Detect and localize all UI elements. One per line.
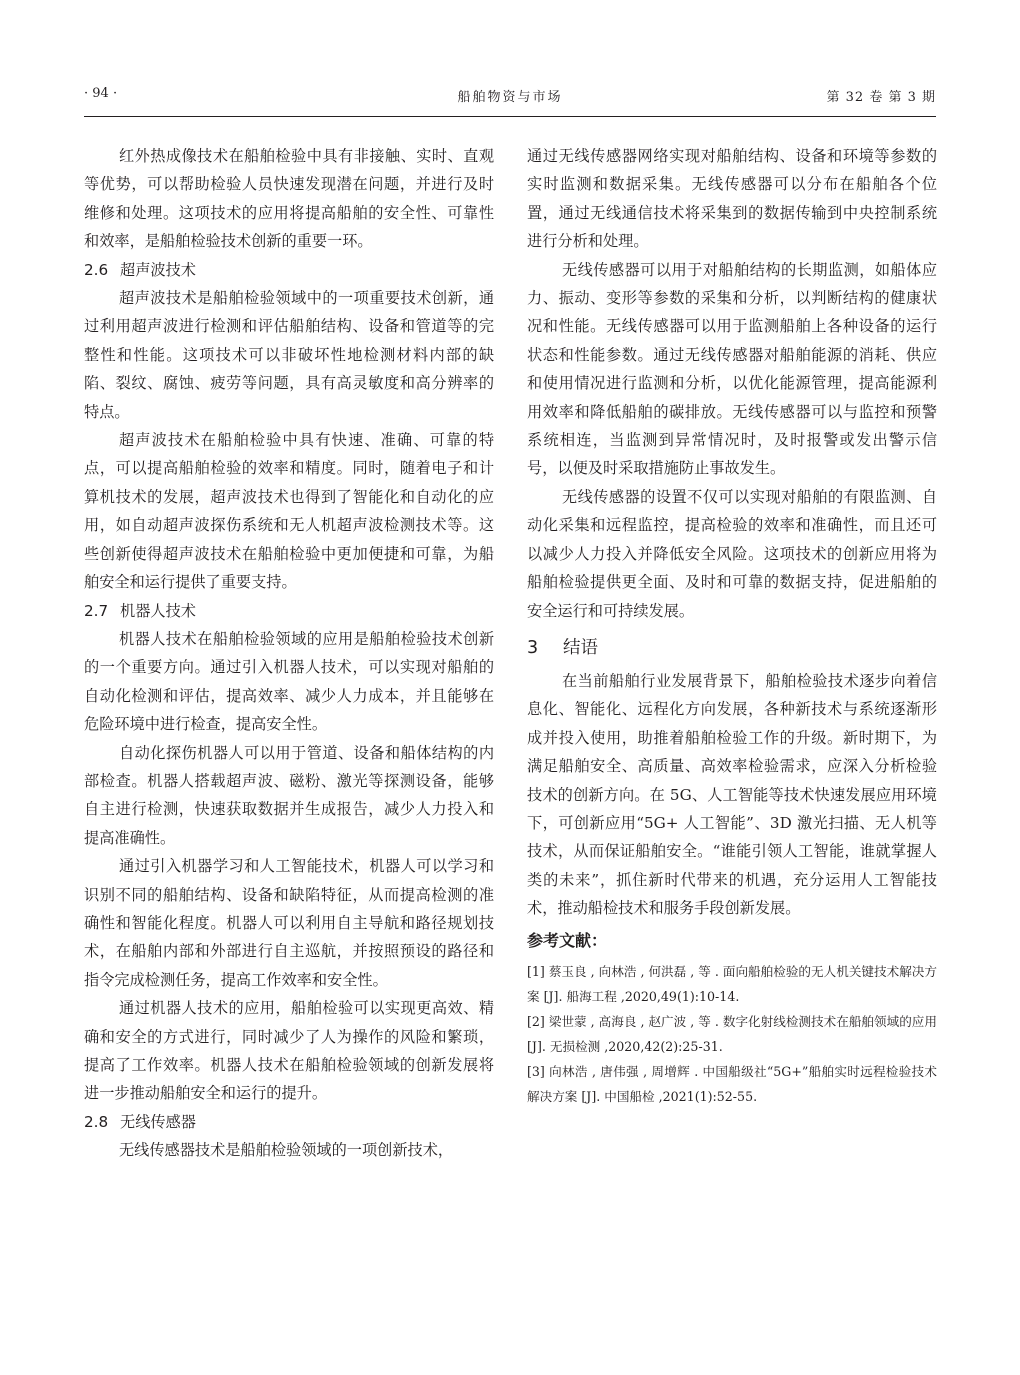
section-title: 结语 bbox=[563, 637, 598, 658]
journal-name: 船舶物资与市场 bbox=[457, 90, 563, 105]
section-title: 无线传感器 bbox=[120, 1112, 196, 1131]
paragraph-robot-summary: 通过机器人技术的应用，船舶检验可以实现更高效、精确和安全的方式进行，同时减少了人为操作的风险和繁琐，提高了工作效率。机器人技术在船舶检验领域的创新发展将进一步推动船舶安全和运行的提升。 bbox=[84, 999, 494, 1103]
paragraph-conclusion: 在当前船舶行业发展背景下，船舶检验技术逐步向着信息化、智能化、远程化方向发展，各种新技术与系统逐渐形成并投入使用，助推着船舶检验工作的升级。新时期下，为满足船舶安全、高质量、高效率检验需求，应深入分析检验技术的创新方向。在 5G、人工智能等技术快速发展应用环境下，可创新应用“5G+ 人工智能”、3D 激光扫描、无人机等技术，从而保证船舶安全。“谁能引领人工智能，谁就掌握人类的未来”，抓住新时代带来的机遇，充分运用人工智能技术，推动船检技术和服务手段创新发展。 bbox=[527, 671, 937, 918]
left-column bbox=[84, 142, 494, 1165]
paragraph-wireless-intro: 无线传感器技术是船舶检验领域的一项创新技术， bbox=[118, 1141, 454, 1160]
reference-item: [1] 蔡玉良 , 向林浩 , 何洪磊 , 等 . 面向船舶检验的无人机关键技术解决方案 [J]. 船海工程 ,2020,49(1):10-14. bbox=[527, 963, 937, 1004]
page-header bbox=[84, 86, 936, 106]
section-heading-2-6 bbox=[84, 256, 494, 284]
section-heading-2-7 bbox=[84, 597, 494, 625]
paragraph-robot-intro: 机器人技术在船舶检验领域的应用是船舶检验技术创新的一个重要方向。通过引入机器人技术，可以实现对船舶的自动化检测和评估，提高效率、减少人力成本，并且能够在危险环境中进行检查，提高安全性。 bbox=[84, 629, 494, 734]
page-number: · 94 · bbox=[84, 86, 118, 101]
paragraph-wireless-summary: 无线传感器的设置不仅可以实现对船舶的有限监测、自动化采集和远程监控，提高检验的效率和准确性，而且还可以减少人力投入并降低安全风险。这项技术的创新应用将为船舶检验提供更全面、及时和可靠的数据支持，促进船舶的安全运行和可持续发展。 bbox=[527, 487, 937, 620]
paragraph-robot-inspection: 自动化探伤机器人可以用于管道、设备和船体结构的内部检查。机器人搭载超声波、磁粉、激光等探测设备，能够自主进行检测，快速获取数据并生成报告，减少人力投入和提高准确性。 bbox=[84, 743, 494, 847]
paragraph-infrared-summary: 红外热成像技术在船舶检验中具有非接触、实时、直观等优势，可以帮助检验人员快速发现潜在问题，并进行及时维修和处理。这项技术的应用将提高船舶的安全性、可靠性和效率，是船舶检验技术创新的重要一环。 bbox=[84, 147, 494, 251]
section-heading-3 bbox=[527, 633, 937, 663]
section-number: 2.7 bbox=[84, 601, 109, 620]
section-number: 3 bbox=[527, 637, 539, 658]
section-title: 机器人技术 bbox=[120, 601, 196, 620]
paragraph-wireless-continued: 通过无线传感器网络实现对船舶结构、设备和环境等参数的实时监测和数据采集。无线传感器可以分布在船舶各个位置，通过无线通信技术将采集到的数据传输到中央控制系统进行分析和处理。 bbox=[527, 147, 937, 251]
references-heading: 参考文献： bbox=[527, 930, 608, 950]
section-title: 超声波技术 bbox=[120, 260, 196, 279]
reference-item: [3] 向林浩 , 唐伟强 , 周增辉 . 中国船级社“5G+”船舶实时远程检验技术解决方案 [J]. 中国船检 ,2021(1):52-55. bbox=[527, 1063, 937, 1104]
paragraph-robot-ai: 通过引入机器学习和人工智能技术，机器人可以学习和识别不同的船舶结构、设备和缺陷特征，从而提高检测的准确性和智能化程度。机器人可以利用自主导航和路径规划技术，在船舶内部和外部进行自主巡航，并按照预设的路径和指令完成检测任务，提高工作效率和安全性。 bbox=[84, 857, 494, 989]
header-rule bbox=[84, 116, 936, 117]
section-number: 2.6 bbox=[84, 260, 109, 279]
section-number: 2.8 bbox=[84, 1112, 109, 1131]
section-heading-2-8 bbox=[84, 1108, 494, 1136]
reference-item: [2] 梁世蒙 , 高海良 , 赵广波 , 等 . 数字化射线检测技术在船舶领域的应用 [J]. 无损检测 ,2020,42(2):25-31. bbox=[527, 1013, 937, 1054]
paragraph-wireless-monitoring: 无线传感器可以用于对船舶结构的长期监测，如船体应力、振动、变形等参数的采集和分析，以判断结构的健康状况和性能。无线传感器可以用于监测船舶上各种设备的运行状态和性能参数。通过无线传感器对船舶能源的消耗、供应和使用情况进行监测和分析，以优化能源管理，提高能源利用效率和降低船舶的碳排放。无线传感器可以与监控和预警系统相连，当监测到异常情况时，及时报警或发出警示信号，以便及时采取措施防止事故发生。 bbox=[527, 260, 937, 478]
paragraph-ultrasonic-features: 超声波技术在船舶检验中具有快速、准确、可靠的特点，可以提高船舶检验的效率和精度。同时，随着电子和计算机技术的发展，超声波技术也得到了智能化和自动化的应用，如自动超声波探伤系统和无人机超声波检测技术等。这些创新使得超声波技术在船舶检验中更加便捷和可靠，为船舶安全和运行提供了重要支持。 bbox=[84, 431, 494, 592]
issue-info: 第 32 卷 第 3 期 bbox=[826, 90, 936, 105]
right-column bbox=[527, 142, 937, 1109]
paragraph-ultrasonic-intro: 超声波技术是船舶检验领域中的一项重要技术创新，通过利用超声波进行检测和评估船舶结构、设备和管道等的完整性和性能。这项技术可以非破坏性地检测材料内部的缺陷、裂纹、腐蚀、疲劳等问题，具有高灵敏度和高分辨率的特点。 bbox=[84, 289, 494, 421]
